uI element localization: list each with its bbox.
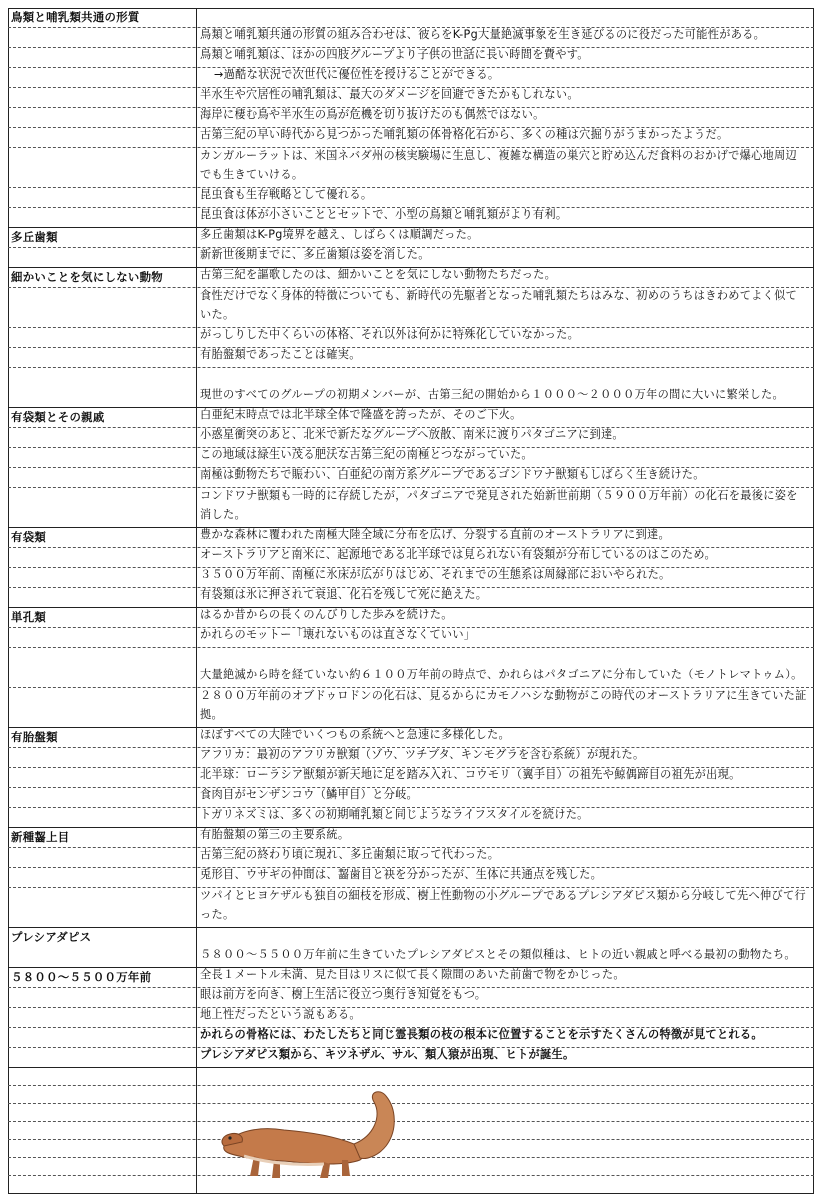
blank-row xyxy=(8,1158,814,1176)
note-line: 新新世後期までに、多丘歯類は姿を消した。 xyxy=(200,248,430,262)
table-row xyxy=(8,688,814,728)
section-heading: 有胎盤類 xyxy=(11,730,58,744)
section-heading: ５８００～５５００万年前 xyxy=(11,970,152,984)
note-line: 昆虫食は体が小さいこととセットで、小型の鳥類と哺乳類がより有利。 xyxy=(200,208,568,222)
note-line: アフリカ：最初のアフリカ獣類（ゾウ、ツチブタ、キンモグラを含む系統）が現れた。 xyxy=(200,748,645,762)
note-line: ほぼすべての大陸でいくつもの系統へと急速に多様化した。 xyxy=(200,728,510,742)
note-line: かれらのモットー「壊れないものは直さなくていい」 xyxy=(200,628,476,642)
table-row xyxy=(8,288,814,328)
note-line: 北半球：ローラシア獣類が新天地に足を踏み入れ、コウモリ（翼手目）の祖先や鯨偶蹄目の祖先が出現。 xyxy=(200,768,741,782)
note-line: 全長１メートル未満、見た目はリスに似て長く隙間のあいた前歯で物をかじった。 xyxy=(200,968,625,982)
note-line: かれらの骨格には、わたしたちと同じ霊長類の枝の根本に位置することを示すたくさんの特徴が見てとれる。 xyxy=(200,1028,763,1042)
note-line: トガリネズミは、多くの初期哺乳類と同じようなライフスタイルを続けた。 xyxy=(200,808,589,822)
note-line: プレシアダピス類から、キツネザル、サル、類人猿が出現、ヒトが誕生。 xyxy=(200,1048,575,1062)
note-line: →過酷な状況で次世代に優位性を授けることができる。 xyxy=(214,68,500,82)
note-line: この地域は緑生い茂る肥沃な古第三紀の南極とつながっていた。 xyxy=(200,448,533,462)
table-row xyxy=(8,648,814,688)
blank-row xyxy=(8,1086,814,1104)
section-heading: 鳥類と哺乳類共通の形質 xyxy=(11,10,140,24)
table-row xyxy=(8,888,814,928)
note-line: 南極は動物たちで賑わい、白亜紀の南方系グループであるゴンドワナ獣類もしばらく生き続けた。 xyxy=(200,468,705,482)
note-line: 昆虫食も生存戦略として優れる。 xyxy=(200,188,373,202)
note-line: カンガルーラットは、米国ネバダ州の核実験場に生息し、複雑な構造の巣穴と貯め込んだ食料のおかげで爆心地周辺でも生きていける。 xyxy=(200,148,798,182)
note-line: 半水生や穴居性の哺乳類は、最大のダメージを回避できたかもしれない。 xyxy=(200,88,579,102)
note-line: 白亜紀末時点では北半球全体で隆盛を誇ったが、そのご下火。 xyxy=(200,408,522,422)
note-line: 多丘歯類はK-Pg境界を越え、しばらくは順調だった。 xyxy=(200,228,479,242)
section-heading: 有袋類とその親戚 xyxy=(11,410,105,424)
note-line: 海岸に棲む鳥や半水生の鳥が危機を切り抜けたのも偶然ではない。 xyxy=(200,108,545,122)
note-line: 食肉目がセンザンコウ（鱗甲目）と分岐。 xyxy=(200,788,419,802)
bottom-border xyxy=(8,1193,814,1194)
note-line: 眼は前方を向き、樹上生活に役立つ奥行き知覚をもつ。 xyxy=(200,988,487,1002)
blank-row xyxy=(8,1140,814,1158)
table-row xyxy=(8,928,814,968)
blank-row xyxy=(8,1122,814,1140)
section-heading: 細かいことを気にしない動物 xyxy=(11,270,163,284)
note-line: 現世のすべてのグループの初期メンバーが、古第三紀の開始から１０００～２０００万年の間に大いに繁栄した。 xyxy=(200,388,784,402)
table-row xyxy=(8,348,814,368)
note-line: 鳥類と哺乳類共通の形質の組み合わせは、彼らをK-Pg大量絶滅事象を生き延びるのに役だった可能性がある。 xyxy=(200,28,766,42)
note-line: ツパイとヒヨケザルも独自の細枝を形成、樹上性動物の小グループであるプレシアダピス類から分岐して先へ伸びて行った。 xyxy=(200,888,806,922)
note-line: 古第三紀を謳歌したのは、細かいことを気にしない動物たちだった。 xyxy=(200,268,557,282)
notes-sheet xyxy=(8,8,814,1194)
note-line: がっしりした中くらいの体格、それ以外は何かに特殊化していなかった。 xyxy=(200,328,580,342)
table-row xyxy=(8,368,814,408)
table-row xyxy=(8,628,814,648)
note-line: ３５００万年前、南極に氷床が広がりはじめ、それまでの生態系は周縁部においやられた。 xyxy=(200,568,671,582)
note-line: はるか昔からの長くのんびりした歩みを続けた。 xyxy=(200,608,453,622)
note-line: オーストラリアと南米に、起源地である北半球では見られない有袋類が分布しているのはこのため。 xyxy=(200,548,716,562)
section-heading: 単孔類 xyxy=(11,610,47,624)
section-heading: プレシアダピス xyxy=(11,930,92,944)
note-line: 有胎盤類であったことは確実。 xyxy=(200,348,361,362)
note-line: 鳥類と哺乳類は、ほかの四肢グループより子供の世話に長い時間を費やす。 xyxy=(200,48,589,62)
blank-row xyxy=(8,1068,814,1086)
section-heading: 有袋類 xyxy=(11,530,47,544)
note-line: ２８００万年前のオブドゥロドンの化石は、見るからにカモノハシな動物がこの時代のオーストラリアに生きていた証拠。 xyxy=(200,688,807,722)
note-line: 豊かな森林に覆われた南極大陸全域に分布を広げ、分裂する直前のオーストラリアに到達。 xyxy=(200,528,670,542)
note-line: 食性だけでなく身体的特徴についても、新時代の先駆者となった哺乳類たちはみな、初めのうちはきわめてよく似ていた。 xyxy=(200,288,798,322)
section-heading: 新種齧上目 xyxy=(11,830,70,844)
table-row xyxy=(8,488,814,528)
note-line: 有胎盤類の第三の主要系統。 xyxy=(200,828,350,842)
table-row xyxy=(8,1048,814,1068)
note-line: 古第三紀の早い時代から見つかった哺乳類の体骨格化石から、多くの種は穴掘りがうまかったようだ。 xyxy=(200,128,729,142)
note-line: 大量絶滅から時を経ていない約６１００万年前の時点で、かれらはパタゴニアに分布していた（モノトレマトゥム）。 xyxy=(200,668,803,682)
section-heading: 多丘歯類 xyxy=(11,230,58,244)
blank-row xyxy=(8,1104,814,1122)
note-line: 古第三紀の終わり頃に現れ、多丘歯類に取って代わった。 xyxy=(200,848,500,862)
note-line: コンドワナ獣類も一時的に存続したが，パタゴニアで発見された始新世前期（５９００万年前）の化石を最後に姿を消した。 xyxy=(200,488,798,522)
plesiadapis-illustration xyxy=(214,1086,404,1184)
note-line: 地上性だったという説もある。 xyxy=(200,1008,361,1022)
note-line: 兎形目、ウサギの仲間は、齧歯目と袂を分かったが、生体に共通点を残した。 xyxy=(200,868,603,882)
note-line: ５８００～５５００万年前に生きていたプレシアダピスとその類似種は、ヒトの近い親戚と呼べる最初の動物たち。 xyxy=(200,948,796,962)
note-line: 小惑星衝突のあと、北米で新たなグループへ放散、南米に渡りパタゴニアに到達。 xyxy=(200,428,624,442)
note-line: 有袋類は氷に押されて衰退、化石を残して死に絶えた。 xyxy=(200,588,488,602)
table-row xyxy=(8,148,814,188)
